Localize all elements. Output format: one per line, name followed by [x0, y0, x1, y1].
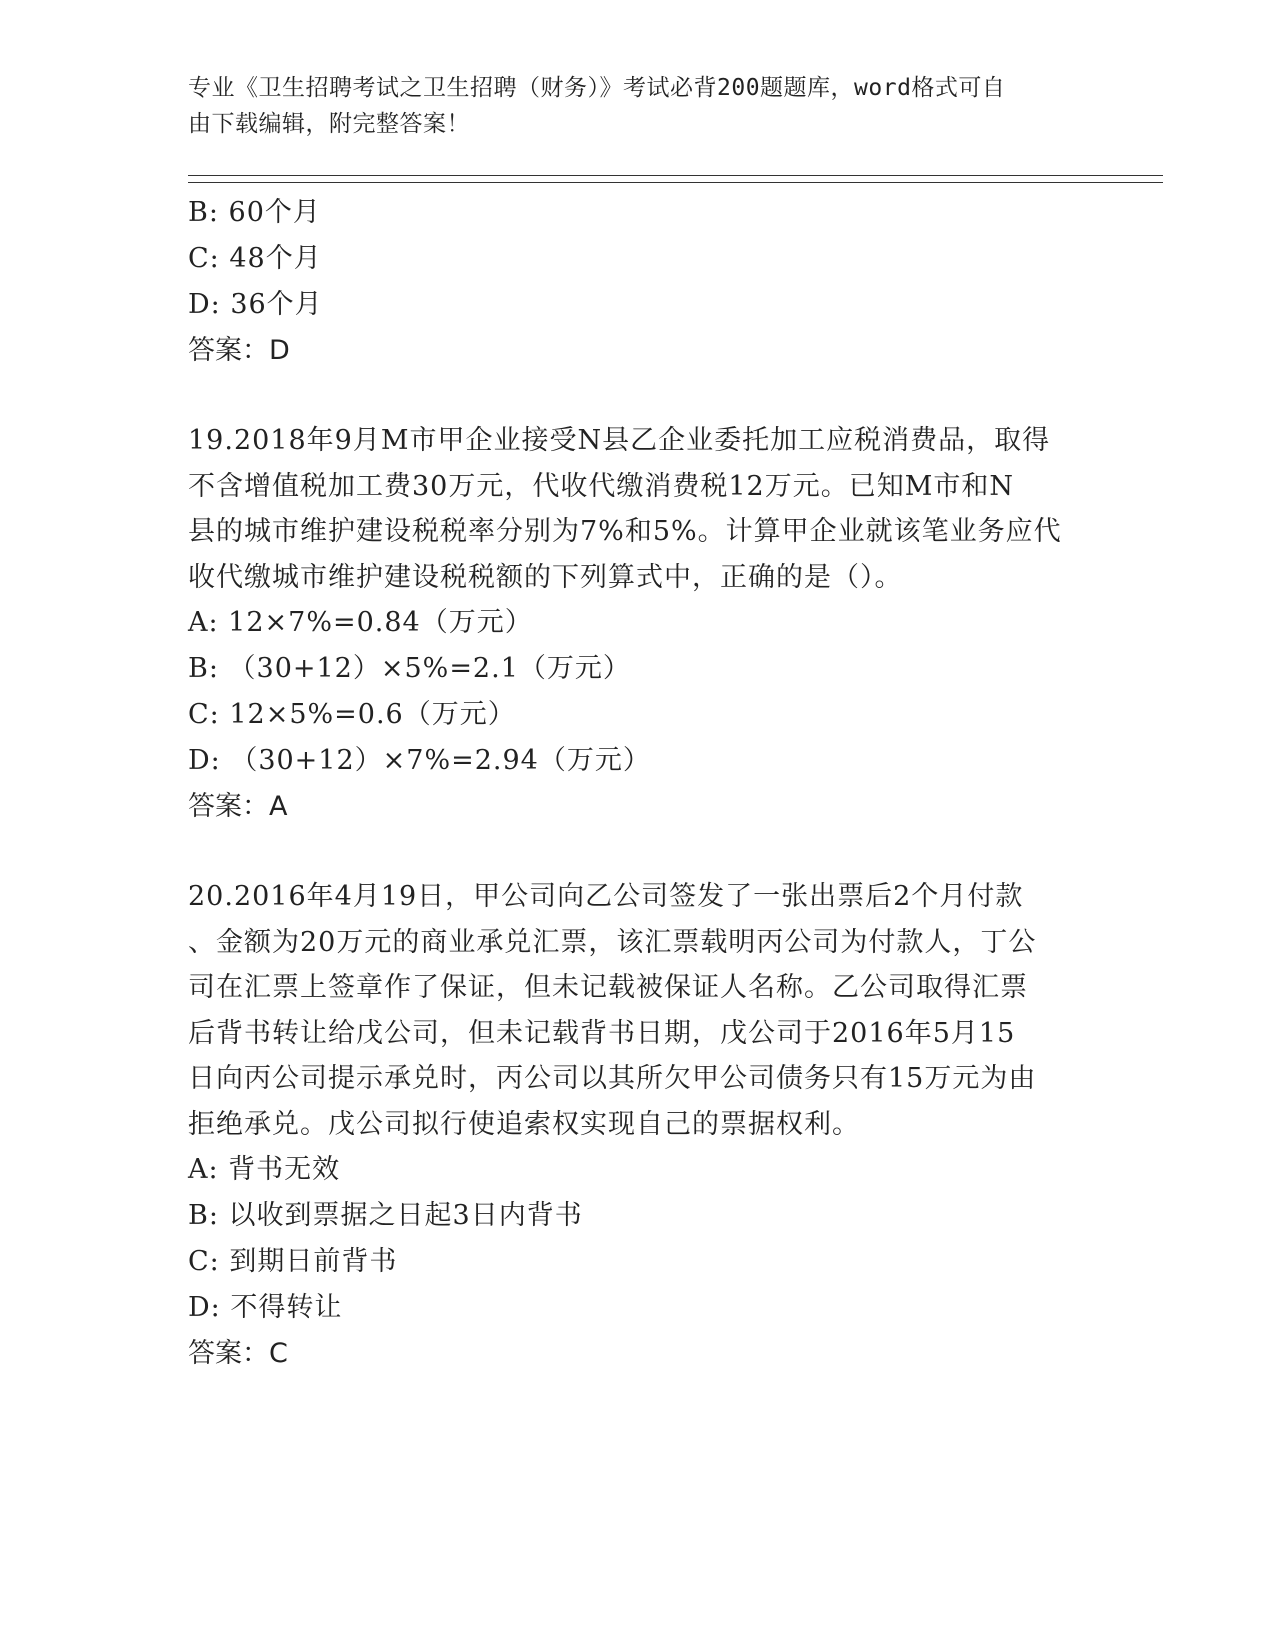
option-c: C: 12×5%=0.6（万元）: [188, 699, 516, 730]
option-b: B: 以收到票据之日起3日内背书: [188, 1200, 583, 1231]
question-19: [188, 418, 1088, 830]
question-20: [188, 874, 1088, 1377]
option-a: A: 12×7%=0.84（万元）: [188, 607, 533, 638]
stem-line: 拒绝承兑。戊公司拟行使追索权实现自己的票据权利。: [188, 1108, 860, 1140]
option-a: A: 背书无效: [188, 1154, 341, 1185]
spacer: [188, 374, 1088, 418]
header-divider-bottom: [188, 182, 1163, 183]
question-stem: [188, 874, 1088, 1147]
document-intro: [188, 70, 1068, 142]
answer-label: 答案：A: [188, 791, 288, 822]
stem-line: 收代缴城市维护建设税税额的下列算式中，正确的是（）。: [188, 561, 903, 593]
option-d: D: （30+12）×7%=2.94（万元）: [188, 745, 651, 776]
stem-line: 20.2016年4月19日，甲公司向乙公司签发了一张出票后2个月付款: [188, 881, 1024, 912]
stem-line: 19.2018年9月M市甲企业接受N县乙企业委托加工应税消费品，取得: [188, 425, 1051, 456]
option-b: B: （30+12）×5%=2.1（万元）: [188, 653, 631, 684]
header-divider-top: [188, 175, 1163, 176]
question-stem: [188, 418, 1088, 600]
option-b: B: 60个月: [188, 197, 321, 228]
spacer: [188, 830, 1088, 874]
option-d: D: 不得转让: [188, 1292, 343, 1323]
option-c: C: 到期日前背书: [188, 1246, 398, 1277]
option-d: D: 36个月: [188, 289, 323, 320]
intro-line-1: 专业《卫生招聘考试之卫生招聘（财务）》考试必背200题题库，word格式可自: [188, 75, 1006, 101]
intro-line-2: 由下载编辑，附完整答案！: [188, 111, 470, 137]
stem-line: 后背书转让给戊公司，但未记载背书日期，戊公司于2016年5月15: [188, 1017, 1016, 1049]
question-18-tail: [188, 190, 1088, 374]
question-list: [188, 190, 1088, 1377]
stem-line: 不含增值税加工费30万元，代收代缴消费税12万元。已知M市和N: [188, 470, 1014, 502]
answer-label: 答案：C: [188, 1338, 288, 1369]
stem-line: 日向丙公司提示承兑时，丙公司以其所欠甲公司债务只有15万元为由: [188, 1063, 1037, 1094]
option-c: C: 48个月: [188, 243, 322, 274]
stem-line: 县的城市维护建设税税率分别为7%和5%。计算甲企业就该笔业务应代: [188, 516, 1062, 547]
stem-line: 、金额为20万元的商业承兑汇票，该汇票载明丙公司为付款人，丁公: [188, 926, 1037, 958]
answer-label: 答案：D: [188, 335, 290, 366]
stem-line: 司在汇票上签章作了保证，但未记载被保证人名称。乙公司取得汇票: [188, 972, 1028, 1003]
